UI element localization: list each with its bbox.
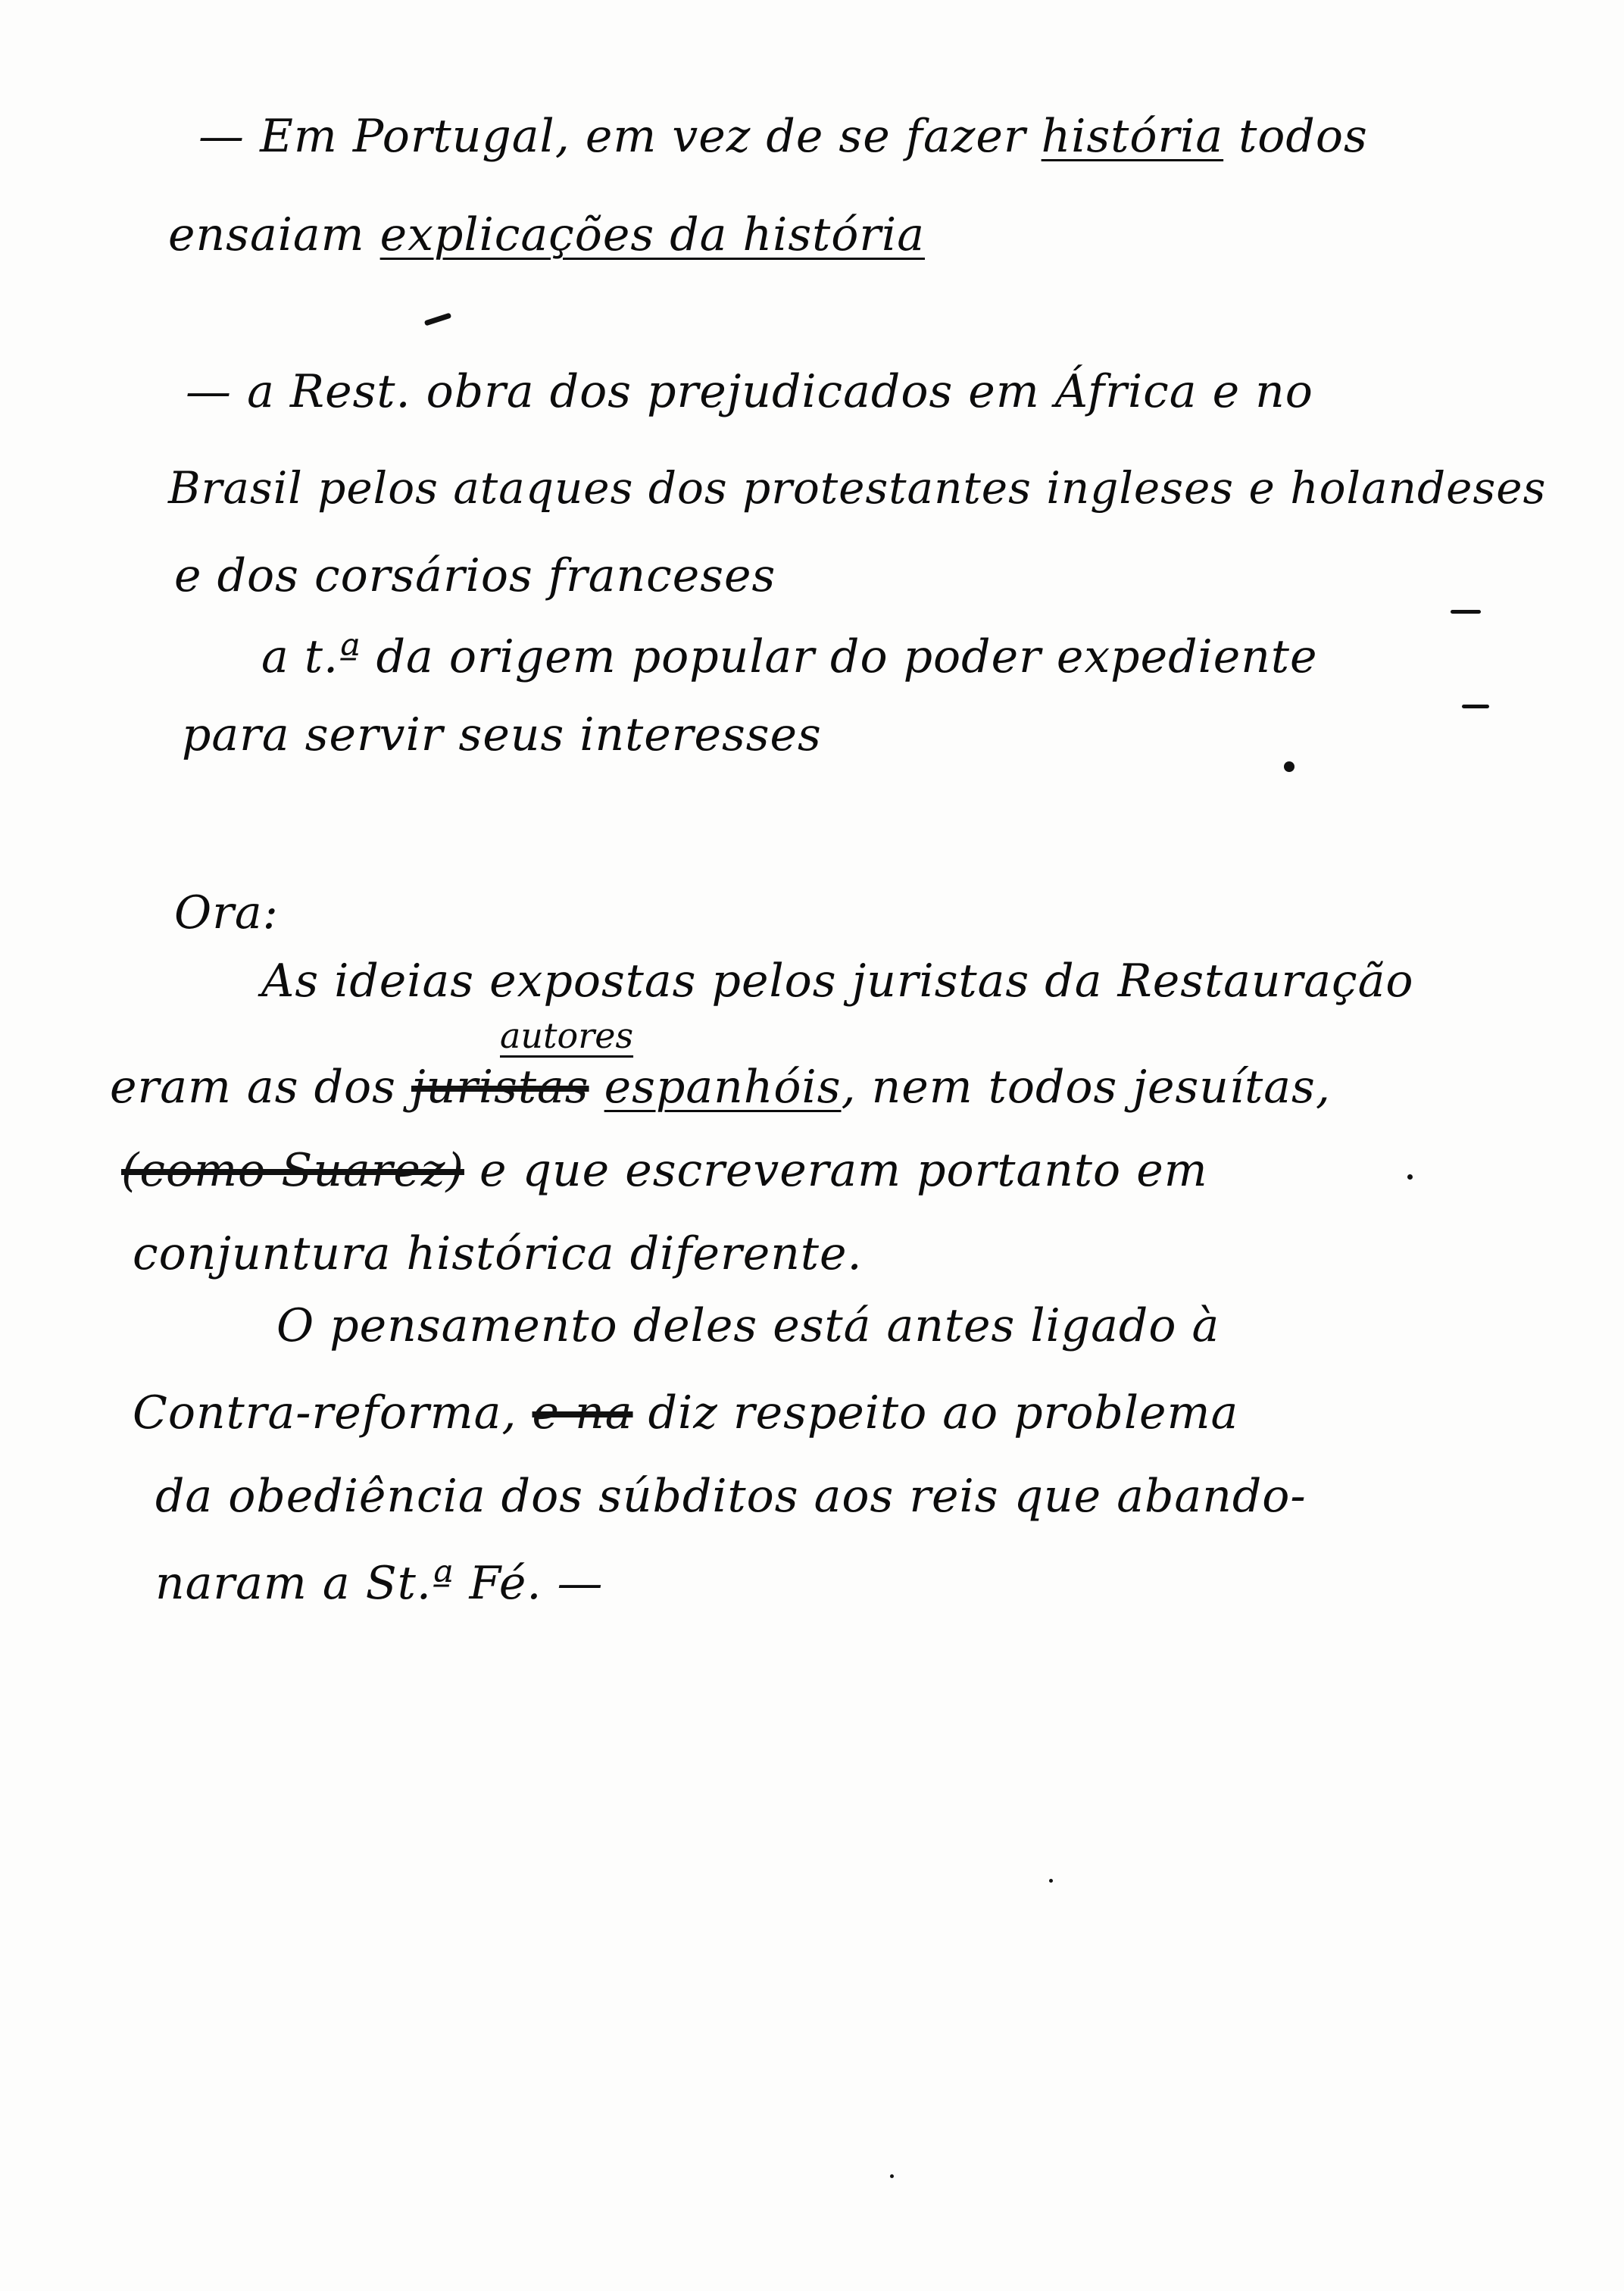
manuscript-line	[168, 208, 925, 261]
manuscript-line	[110, 1061, 1331, 1114]
struck-segment: juristas	[411, 1061, 589, 1114]
line-segment: conjuntura histórica diferente.	[133, 1227, 863, 1280]
line-segment: Brasil pelos ataques dos protestantes ingleses e holandeses	[168, 462, 1547, 514]
ink-mark	[424, 313, 451, 327]
line-segment: As ideias expostas pelos juristas da Restauração	[261, 955, 1414, 1008]
ink-dot	[1407, 1174, 1413, 1180]
manuscript-line	[261, 955, 1414, 1008]
ink-mark	[1462, 705, 1489, 708]
line-segment: eram as dos	[110, 1061, 411, 1114]
struck-segment: e na	[532, 1386, 633, 1439]
manuscript-line	[261, 630, 1317, 683]
manuscript-line	[155, 1557, 604, 1610]
line-segment: diz respeito ao problema	[632, 1386, 1239, 1439]
underlined-segment: espanhóis	[604, 1061, 842, 1114]
ink-dot	[1049, 1879, 1053, 1883]
line-segment: Ora:	[174, 886, 279, 939]
manuscript-line	[155, 1470, 1307, 1523]
line-segment: , nem todos jesuítas,	[841, 1061, 1331, 1114]
line-segment: e que escreveram portanto em	[464, 1144, 1208, 1197]
ink-mark	[1451, 610, 1481, 614]
ink-dot	[1284, 761, 1295, 772]
interlinear-insertion: autores	[500, 1015, 634, 1056]
manuscript-line	[121, 1144, 1208, 1197]
line-segment: e dos corsários franceses	[174, 549, 776, 602]
manuscript-line	[174, 886, 279, 939]
line-segment: O pensamento deles está antes ligado à	[276, 1299, 1220, 1352]
line-segment: para servir seus interesses	[182, 708, 822, 761]
line-segment	[589, 1061, 604, 1114]
manuscript-line	[168, 462, 1546, 514]
ink-dot	[890, 2174, 894, 2178]
line-segment: ensaiam	[168, 208, 380, 261]
manuscript-line	[276, 1299, 1220, 1352]
line-segment: — a Rest. obra dos prejudicados em África e no	[186, 365, 1313, 418]
line-segment: — Em Portugal, em vez de se fazer	[198, 110, 1042, 163]
manuscript-line	[133, 1227, 863, 1280]
manuscript-line	[198, 110, 1368, 163]
line-segment: da obediência dos súbditos aos reis que abando-	[155, 1470, 1307, 1523]
manuscript-line	[182, 708, 822, 761]
line-segment: naram a St.ª Fé. —	[155, 1557, 604, 1610]
struck-segment: (como Suarez)	[121, 1144, 464, 1197]
manuscript-line	[133, 1386, 1238, 1439]
underlined-segment: explicações da história	[379, 208, 925, 261]
line-segment: a t.ª da origem popular do poder expediente	[261, 630, 1318, 683]
manuscript-line	[186, 365, 1313, 418]
line-segment: Contra-reforma,	[133, 1386, 532, 1439]
underlined-segment: história	[1041, 110, 1224, 163]
manuscript-line	[174, 549, 776, 602]
line-segment: todos	[1223, 110, 1368, 163]
